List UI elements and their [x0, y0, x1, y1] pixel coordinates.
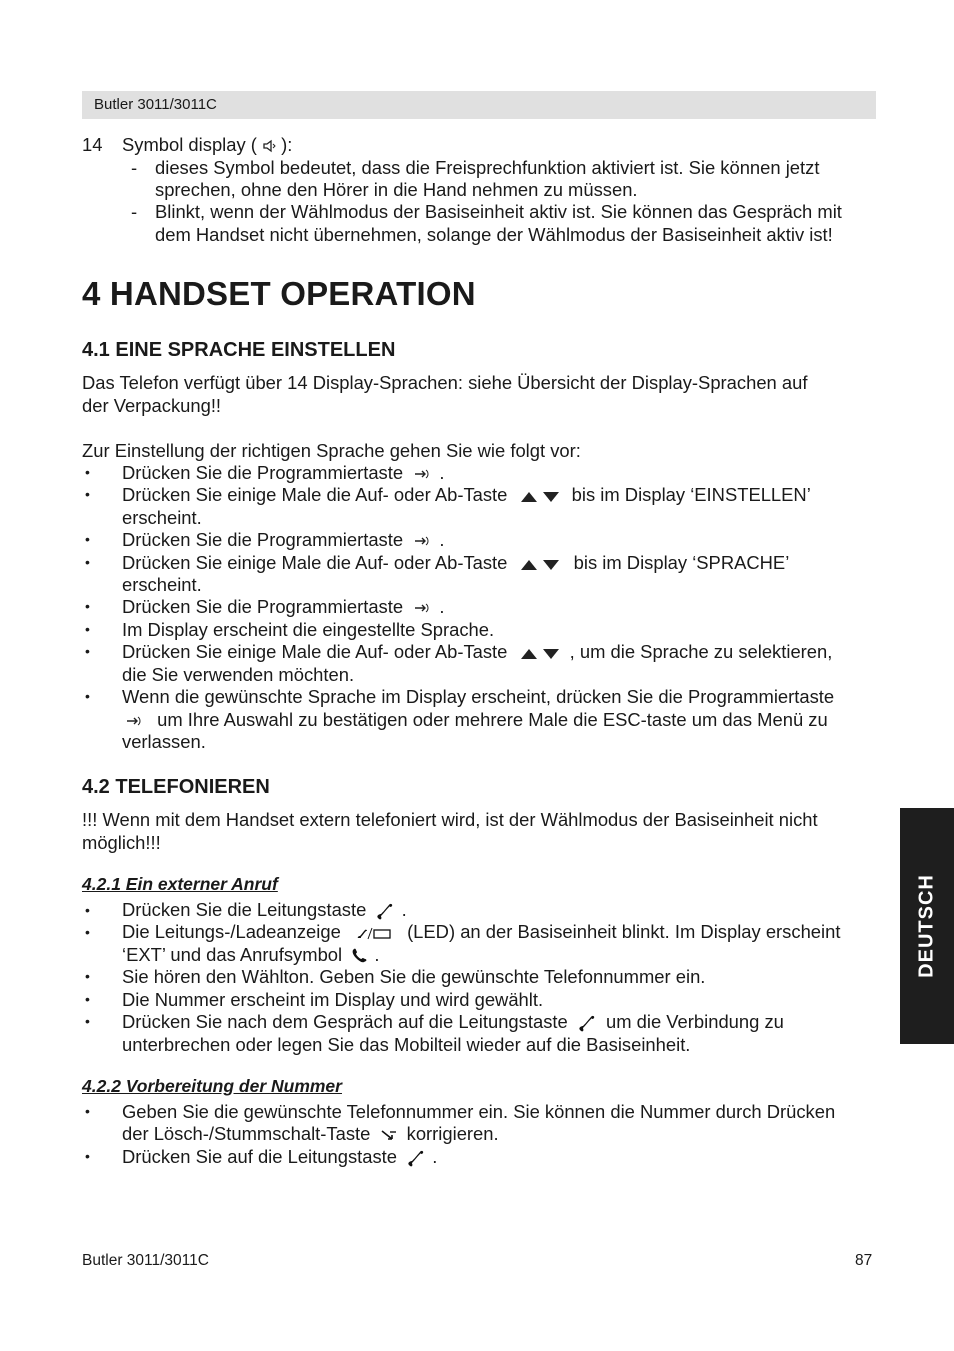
- item-14-b2-line2: dem Handset nicht übernehmen, solange der Wählmodus der Basiseinheit aktiv ist!: [155, 224, 833, 245]
- bullet: •: [85, 531, 90, 547]
- s422-bullet-2: Drücken Sie auf die Leitungstaste .: [122, 1146, 438, 1167]
- s41-p1-line1: Das Telefon verfügt über 14 Display-Sprachen: siehe Übersicht der Display-Sprachen auf: [82, 372, 808, 393]
- program-key-icon: [414, 535, 430, 547]
- s41-bullet-3: Drücken Sie die Programmiertaste .: [122, 529, 445, 550]
- line-key-icon: [406, 1149, 426, 1167]
- line-key-icon: [375, 902, 395, 920]
- up-down-arrows-icon: [519, 647, 561, 660]
- s41-bullet-8-line2: um Ihre Auswahl zu bestätigen oder mehrere Male die ESC-taste um das Menü zu: [122, 709, 828, 731]
- s41-bullet-8-line3: verlassen.: [122, 731, 206, 752]
- dash: -: [131, 157, 138, 178]
- s421-bullet-2-line2: ‘EXT’ und das Anrufsymbol .: [122, 944, 380, 965]
- page-number: 87: [855, 1252, 873, 1269]
- s41-bullet-6: Im Display erscheint die eingestellte Sprache.: [122, 619, 495, 640]
- section-4-2-2-title: 4.2.2 Vorbereitung der Nummer: [82, 1076, 342, 1096]
- bullet: •: [85, 688, 90, 704]
- chapter-title: 4 HANDSET OPERATION: [82, 275, 476, 312]
- s421-bullet-5: Drücken Sie nach dem Gespräch auf die Leitungstaste um die Verbindung zu: [122, 1011, 784, 1032]
- program-key-icon: [126, 715, 142, 727]
- s421-bullet-5-line2: unterbrechen oder legen Sie das Mobilteil wieder auf die Basiseinheit.: [122, 1034, 691, 1055]
- item-14-b1-line1: dieses Symbol bedeutet, dass die Freisprechfunktion aktiviert ist. Sie können jetzt: [155, 157, 820, 178]
- bullet: •: [85, 621, 90, 637]
- delete-mute-key-icon: [380, 1128, 398, 1142]
- s42-p1-line2: möglich!!!: [82, 832, 161, 853]
- s422-bullet-1-line2: der Lösch-/Stummschalt-Taste korrigieren.: [122, 1123, 499, 1144]
- item-14-label: Symbol display ( ):: [122, 134, 293, 155]
- s42-p1-line1: !!! Wenn mit dem Handset extern telefoniert wird, ist der Wählmodus der Basiseinheit nicht: [82, 809, 818, 830]
- s41-bullet-7: Drücken Sie einige Male die Auf- oder Ab-Taste , um die Sprache zu selektieren,: [122, 641, 833, 662]
- page-header: [82, 91, 876, 119]
- section-4-2-1-title: 4.2.1 Ein externer Anruf: [82, 874, 278, 894]
- s41-bullet-2: Drücken Sie einige Male die Auf- oder Ab-Taste bis im Display ‘EINSTELLEN’: [122, 484, 811, 505]
- dash: -: [131, 201, 138, 222]
- line-key-icon: [577, 1014, 597, 1032]
- s41-bullet-8-line1: Wenn die gewünschte Sprache im Display erscheint, drücken Sie die Programmiertaste: [122, 686, 835, 707]
- s41-bullet-2-line2: erscheint.: [122, 507, 202, 528]
- side-tab-label: DEUTSCH: [915, 874, 938, 978]
- program-key-icon: [414, 468, 430, 480]
- bullet: •: [85, 554, 90, 570]
- bullet: •: [85, 464, 90, 480]
- bullet: •: [85, 598, 90, 614]
- line-charge-led-icon: [356, 926, 392, 940]
- header-title: Butler 3011/3011C: [94, 96, 217, 113]
- s41-p1-line2: der Verpackung!!: [82, 395, 222, 416]
- call-symbol-icon: [351, 948, 369, 964]
- program-key-icon: [414, 602, 430, 614]
- bullet: •: [85, 1148, 90, 1164]
- s421-bullet-3: Sie hören den Wählton. Geben Sie die gewünschte Telefonnummer ein.: [122, 966, 706, 987]
- section-4-2-title: 4.2 TELEFONIEREN: [82, 776, 270, 798]
- s421-bullet-2: Die Leitungs-/Ladeanzeige (LED) an der Basiseinheit blinkt. Im Display erscheint: [122, 921, 841, 942]
- s421-bullet-4: Die Nummer erscheint im Display und wird gewählt.: [122, 989, 544, 1010]
- s422-bullet-1-line1: Geben Sie die gewünschte Telefonnummer ein. Sie können die Nummer durch Drücken: [122, 1101, 836, 1122]
- item-14-b1-line2: sprechen, ohne den Hörer in die Hand nehmen zu müssen.: [155, 179, 638, 200]
- bullet: •: [85, 1013, 90, 1029]
- bullet: •: [85, 643, 90, 659]
- s421-bullet-1: Drücken Sie die Leitungstaste .: [122, 899, 407, 920]
- up-down-arrows-icon: [519, 490, 561, 503]
- item-14-number: 14: [82, 134, 103, 155]
- s41-bullet-4: Drücken Sie einige Male die Auf- oder Ab-Taste bis im Display ‘SPRACHE’: [122, 552, 790, 573]
- bullet: •: [85, 968, 90, 984]
- bullet: •: [85, 924, 90, 940]
- footer-title: Butler 3011/3011C: [82, 1252, 209, 1269]
- s41-p2: Zur Einstellung der richtigen Sprache gehen Sie wie folgt vor:: [82, 440, 581, 461]
- up-down-arrows-icon: [519, 558, 561, 571]
- bullet: •: [85, 991, 90, 1007]
- language-side-tab: [900, 808, 954, 1044]
- bullet: •: [85, 902, 90, 918]
- s41-bullet-4-line2: erscheint.: [122, 574, 202, 595]
- s41-bullet-7-line2: die Sie verwenden möchten.: [122, 664, 355, 685]
- bullet: •: [85, 486, 90, 502]
- s41-bullet-5: Drücken Sie die Programmiertaste .: [122, 596, 445, 617]
- s41-bullet-1: Drücken Sie die Programmiertaste .: [122, 462, 445, 483]
- item-14-b2-line1: Blinkt, wenn der Wählmodus der Basiseinheit aktiv ist. Sie können das Gespräch mit: [155, 201, 842, 222]
- section-4-1-title: 4.1 EINE SPRACHE EINSTELLEN: [82, 339, 396, 361]
- speaker-icon: [262, 139, 276, 153]
- bullet: •: [85, 1103, 90, 1119]
